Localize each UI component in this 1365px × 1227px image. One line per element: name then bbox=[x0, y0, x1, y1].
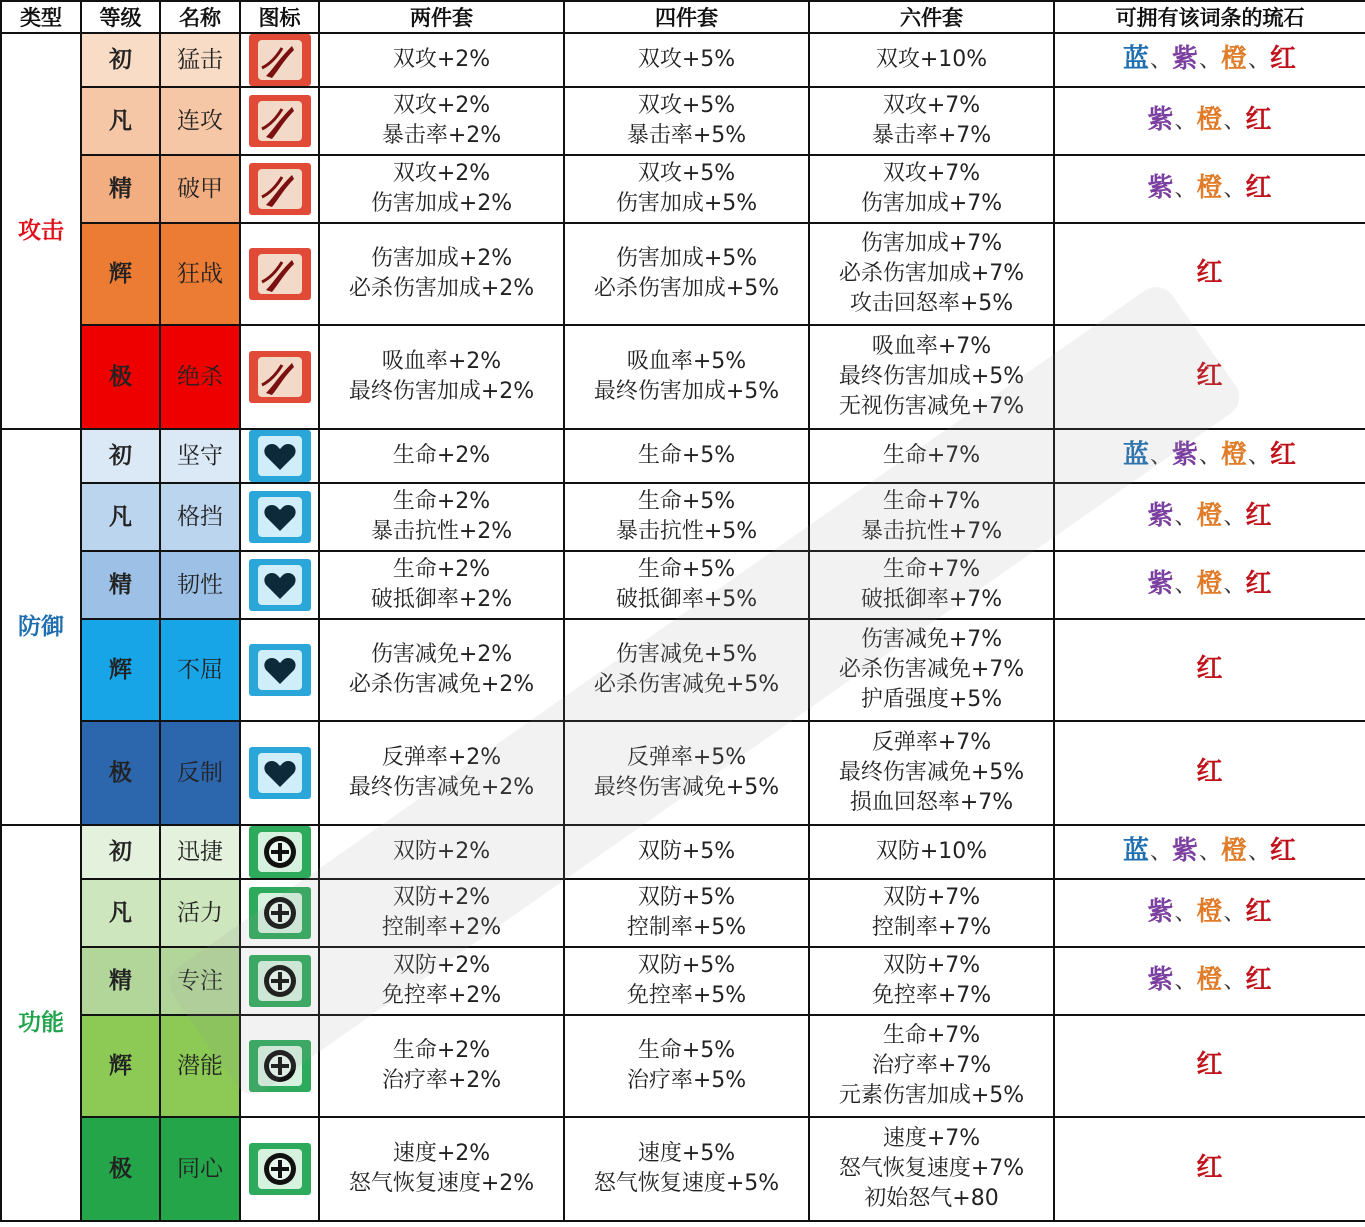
table-row bbox=[1, 33, 1365, 87]
bonus-line: 伤害加成+2% bbox=[370, 191, 513, 216]
bonus-line: 生命+7% bbox=[882, 557, 981, 582]
grade-cell: 辉 bbox=[81, 1015, 160, 1117]
grade-cell: 极 bbox=[81, 1117, 160, 1221]
stone-label: 橙 bbox=[1196, 501, 1224, 531]
two-piece-cell bbox=[319, 325, 564, 429]
bonus-line: 最终伤害减免+5% bbox=[838, 760, 1025, 785]
four-piece-cell bbox=[564, 33, 809, 87]
bonus-line: 免控率+7% bbox=[871, 983, 992, 1008]
bonus-line: 双攻+5% bbox=[637, 161, 736, 186]
bonus-line: 护盾强度+5% bbox=[860, 687, 1003, 712]
stone-separator: 、 bbox=[1223, 901, 1246, 926]
claw-slash-icon bbox=[249, 95, 311, 147]
bonus-line: 伤害加成+7% bbox=[860, 231, 1003, 256]
icon-cell bbox=[240, 879, 319, 947]
four-piece-cell bbox=[564, 879, 809, 947]
four-piece-cell bbox=[564, 1015, 809, 1117]
bonus-line: 伤害加成+7% bbox=[860, 191, 1003, 216]
four-piece-cell bbox=[564, 483, 809, 551]
bonus-line: 暴击抗性+2% bbox=[370, 519, 513, 544]
table-row bbox=[1, 155, 1365, 223]
stones-cell bbox=[1054, 825, 1365, 879]
bonus-line: 攻击回怒率+5% bbox=[849, 291, 1014, 316]
type-cell: 防御 bbox=[1, 429, 81, 825]
bonus-line: 初始怒气+80 bbox=[864, 1186, 999, 1211]
bonus-line: 破抵御率+2% bbox=[370, 587, 513, 612]
header-two-piece: 两件套 bbox=[319, 1, 564, 33]
four-piece-cell bbox=[564, 87, 809, 155]
bonus-line: 伤害加成+2% bbox=[370, 246, 513, 271]
stone-label: 紫 bbox=[1147, 569, 1175, 599]
bonus-line: 生命+2% bbox=[392, 557, 491, 582]
grade-cell: 极 bbox=[81, 325, 160, 429]
bonus-line: 必杀伤害加成+5% bbox=[593, 276, 780, 301]
stone-label: 紫 bbox=[1147, 897, 1175, 927]
stone-separator: 、 bbox=[1223, 573, 1246, 598]
stone-separator: 、 bbox=[1198, 444, 1221, 469]
bonus-line: 伤害减免+2% bbox=[370, 642, 513, 667]
two-piece-cell bbox=[319, 619, 564, 721]
round-emblem-icon bbox=[249, 955, 311, 1007]
stone-separator: 、 bbox=[1174, 505, 1197, 530]
table-row bbox=[1, 325, 1365, 429]
bonus-line: 治疗率+5% bbox=[626, 1068, 747, 1093]
stone-label: 橙 bbox=[1196, 569, 1224, 599]
bonus-line: 反弹率+7% bbox=[871, 730, 992, 755]
stone-label: 橙 bbox=[1196, 965, 1224, 995]
icon-cell bbox=[240, 551, 319, 619]
bonus-line: 治疗率+2% bbox=[381, 1068, 502, 1093]
name-cell: 绝杀 bbox=[160, 325, 240, 429]
claw-slash-icon bbox=[249, 34, 311, 86]
bonus-line: 伤害加成+5% bbox=[615, 246, 758, 271]
bonus-line: 最终伤害减免+5% bbox=[593, 775, 780, 800]
bonus-line: 吸血率+2% bbox=[381, 349, 502, 374]
stone-label: 橙 bbox=[1221, 440, 1249, 470]
bonus-line: 怒气恢复速度+5% bbox=[593, 1171, 780, 1196]
bonus-line: 吸血率+5% bbox=[626, 349, 747, 374]
grade-cell: 初 bbox=[81, 429, 160, 483]
header-row bbox=[1, 1, 1365, 33]
stones-cell bbox=[1054, 155, 1365, 223]
four-piece-cell bbox=[564, 155, 809, 223]
stones-cell bbox=[1054, 33, 1365, 87]
two-piece-cell bbox=[319, 87, 564, 155]
bonus-line: 伤害减免+7% bbox=[860, 627, 1003, 652]
bonus-line: 伤害加成+5% bbox=[615, 191, 758, 216]
six-piece-cell bbox=[809, 619, 1054, 721]
table-row bbox=[1, 1117, 1365, 1221]
stones-cell bbox=[1054, 223, 1365, 325]
icon-cell bbox=[240, 1117, 319, 1221]
stone-separator: 、 bbox=[1149, 48, 1172, 73]
stone-separator: 、 bbox=[1174, 109, 1197, 134]
bonus-line: 双防+2% bbox=[392, 953, 491, 978]
stone-separator: 、 bbox=[1174, 177, 1197, 202]
bonus-line: 怒气恢复速度+2% bbox=[348, 1171, 535, 1196]
bonus-line: 双防+5% bbox=[637, 953, 736, 978]
bonus-line: 无视伤害减免+7% bbox=[838, 394, 1025, 419]
header-name: 名称 bbox=[160, 1, 240, 33]
bonus-line: 生命+5% bbox=[637, 443, 736, 468]
bonus-line: 双攻+2% bbox=[392, 47, 491, 72]
stones-cell bbox=[1054, 947, 1365, 1015]
name-cell: 狂战 bbox=[160, 223, 240, 325]
heart-shield-icon bbox=[249, 559, 311, 611]
stone-label: 橙 bbox=[1196, 897, 1224, 927]
icon-cell bbox=[240, 429, 319, 483]
six-piece-cell bbox=[809, 825, 1054, 879]
stone-separator: 、 bbox=[1223, 177, 1246, 202]
bonus-line: 必杀伤害加成+2% bbox=[348, 276, 535, 301]
grade-cell: 极 bbox=[81, 721, 160, 825]
table-row bbox=[1, 223, 1365, 325]
bonus-line: 双防+2% bbox=[392, 839, 491, 864]
bonus-line: 双攻+5% bbox=[637, 93, 736, 118]
bonus-line: 双防+5% bbox=[637, 885, 736, 910]
bonus-line: 反弹率+2% bbox=[381, 745, 502, 770]
bonus-line: 暴击率+5% bbox=[626, 123, 747, 148]
four-piece-cell bbox=[564, 825, 809, 879]
heart-shield-icon bbox=[249, 430, 311, 482]
stone-label: 紫 bbox=[1147, 501, 1175, 531]
grade-cell: 凡 bbox=[81, 879, 160, 947]
stones-cell bbox=[1054, 87, 1365, 155]
bonus-line: 暴击率+7% bbox=[871, 123, 992, 148]
six-piece-cell bbox=[809, 223, 1054, 325]
stone-label: 红 bbox=[1270, 440, 1298, 470]
table-row bbox=[1, 483, 1365, 551]
grade-cell: 辉 bbox=[81, 619, 160, 721]
name-cell: 不屈 bbox=[160, 619, 240, 721]
icon-cell bbox=[240, 325, 319, 429]
bonus-line: 速度+5% bbox=[637, 1141, 736, 1166]
two-piece-cell bbox=[319, 223, 564, 325]
stones-cell bbox=[1054, 325, 1365, 429]
bonus-line: 生命+2% bbox=[392, 443, 491, 468]
grade-cell: 辉 bbox=[81, 223, 160, 325]
four-piece-cell bbox=[564, 551, 809, 619]
six-piece-cell bbox=[809, 429, 1054, 483]
grade-cell: 精 bbox=[81, 551, 160, 619]
stone-separator: 、 bbox=[1198, 48, 1221, 73]
two-piece-cell bbox=[319, 947, 564, 1015]
header-four-piece: 四件套 bbox=[564, 1, 809, 33]
bonus-line: 生命+2% bbox=[392, 489, 491, 514]
bonus-line: 免控率+2% bbox=[381, 983, 502, 1008]
bonus-line: 生命+7% bbox=[882, 443, 981, 468]
header-six-piece: 六件套 bbox=[809, 1, 1054, 33]
two-piece-cell bbox=[319, 879, 564, 947]
table-row bbox=[1, 947, 1365, 1015]
stone-label: 紫 bbox=[1147, 965, 1175, 995]
header-grade: 等级 bbox=[81, 1, 160, 33]
bonus-line: 双防+10% bbox=[875, 839, 988, 864]
round-emblem-icon bbox=[249, 826, 311, 878]
six-piece-cell bbox=[809, 721, 1054, 825]
six-piece-cell bbox=[809, 33, 1054, 87]
bonus-line: 速度+7% bbox=[882, 1126, 981, 1151]
table-row bbox=[1, 619, 1365, 721]
stone-label: 紫 bbox=[1171, 44, 1199, 74]
heart-shield-icon bbox=[249, 644, 311, 696]
four-piece-cell bbox=[564, 947, 809, 1015]
stone-separator: 、 bbox=[1223, 109, 1246, 134]
table-row bbox=[1, 879, 1365, 947]
bonus-line: 双防+7% bbox=[882, 885, 981, 910]
stone-label: 红 bbox=[1270, 836, 1298, 866]
bonus-line: 最终伤害加成+5% bbox=[838, 364, 1025, 389]
stone-label: 紫 bbox=[1171, 440, 1199, 470]
table-row bbox=[1, 825, 1365, 879]
icon-cell bbox=[240, 1015, 319, 1117]
icon-cell bbox=[240, 483, 319, 551]
stone-label: 蓝 bbox=[1122, 836, 1150, 866]
stone-label: 红 bbox=[1196, 654, 1224, 684]
stones-cell bbox=[1054, 1015, 1365, 1117]
stone-label: 红 bbox=[1245, 501, 1273, 531]
stones-cell bbox=[1054, 1117, 1365, 1221]
claw-slash-icon bbox=[249, 248, 311, 300]
bonus-line: 暴击率+2% bbox=[381, 123, 502, 148]
stone-separator: 、 bbox=[1174, 969, 1197, 994]
icon-cell bbox=[240, 947, 319, 1015]
six-piece-cell bbox=[809, 325, 1054, 429]
heart-shield-icon bbox=[249, 491, 311, 543]
bonus-line: 损血回怒率+7% bbox=[849, 790, 1014, 815]
bonus-line: 必杀伤害减免+7% bbox=[838, 657, 1025, 682]
bonus-line: 必杀伤害加成+7% bbox=[838, 261, 1025, 286]
six-piece-cell bbox=[809, 879, 1054, 947]
bonus-line: 生命+7% bbox=[882, 1023, 981, 1048]
two-piece-cell bbox=[319, 429, 564, 483]
two-piece-cell bbox=[319, 825, 564, 879]
stone-label: 红 bbox=[1196, 1050, 1224, 1080]
grade-cell: 初 bbox=[81, 33, 160, 87]
grade-cell: 凡 bbox=[81, 483, 160, 551]
four-piece-cell bbox=[564, 429, 809, 483]
bonus-line: 双攻+2% bbox=[392, 161, 491, 186]
bonus-line: 控制率+5% bbox=[626, 915, 747, 940]
stone-separator: 、 bbox=[1198, 840, 1221, 865]
four-piece-cell bbox=[564, 721, 809, 825]
stone-label: 紫 bbox=[1171, 836, 1199, 866]
table-row bbox=[1, 551, 1365, 619]
type-cell: 攻击 bbox=[1, 33, 81, 429]
bonus-line: 双防+5% bbox=[637, 839, 736, 864]
bonus-line: 必杀伤害减免+2% bbox=[348, 672, 535, 697]
name-cell: 潜能 bbox=[160, 1015, 240, 1117]
name-cell: 韧性 bbox=[160, 551, 240, 619]
round-emblem-icon bbox=[249, 887, 311, 939]
icon-cell bbox=[240, 87, 319, 155]
stone-label: 紫 bbox=[1147, 105, 1175, 135]
two-piece-cell bbox=[319, 721, 564, 825]
bonus-line: 伤害减免+5% bbox=[615, 642, 758, 667]
stone-label: 红 bbox=[1270, 44, 1298, 74]
table-row bbox=[1, 721, 1365, 825]
stones-cell bbox=[1054, 721, 1365, 825]
claw-slash-icon bbox=[249, 163, 311, 215]
icon-cell bbox=[240, 619, 319, 721]
stone-label: 橙 bbox=[1196, 105, 1224, 135]
type-cell: 功能 bbox=[1, 825, 81, 1221]
name-cell: 专注 bbox=[160, 947, 240, 1015]
bonus-line: 怒气恢复速度+7% bbox=[838, 1156, 1025, 1181]
bonus-line: 生命+5% bbox=[637, 557, 736, 582]
stone-label: 红 bbox=[1245, 569, 1273, 599]
stone-label: 红 bbox=[1196, 1153, 1224, 1183]
bonus-line: 双攻+10% bbox=[875, 47, 988, 72]
four-piece-cell bbox=[564, 619, 809, 721]
grade-cell: 精 bbox=[81, 947, 160, 1015]
bonus-line: 双防+7% bbox=[882, 953, 981, 978]
six-piece-cell bbox=[809, 1015, 1054, 1117]
bonus-line: 免控率+5% bbox=[626, 983, 747, 1008]
bonus-line: 最终伤害加成+2% bbox=[348, 379, 535, 404]
bonus-line: 暴击抗性+5% bbox=[615, 519, 758, 544]
name-cell: 同心 bbox=[160, 1117, 240, 1221]
bonus-line: 破抵御率+5% bbox=[615, 587, 758, 612]
name-cell: 猛击 bbox=[160, 33, 240, 87]
stone-separator: 、 bbox=[1149, 444, 1172, 469]
six-piece-cell bbox=[809, 551, 1054, 619]
bonus-line: 双攻+7% bbox=[882, 93, 981, 118]
name-cell: 反制 bbox=[160, 721, 240, 825]
stone-label: 红 bbox=[1196, 757, 1224, 787]
stone-label: 蓝 bbox=[1122, 44, 1150, 74]
round-emblem-icon bbox=[249, 1143, 311, 1195]
six-piece-cell bbox=[809, 947, 1054, 1015]
bonus-line: 最终伤害加成+5% bbox=[593, 379, 780, 404]
stone-separator: 、 bbox=[1174, 573, 1197, 598]
stone-separator: 、 bbox=[1248, 48, 1271, 73]
bonus-line: 双防+2% bbox=[392, 885, 491, 910]
icon-cell bbox=[240, 33, 319, 87]
two-piece-cell bbox=[319, 33, 564, 87]
icon-cell bbox=[240, 223, 319, 325]
stones-cell bbox=[1054, 429, 1365, 483]
stone-separator: 、 bbox=[1174, 901, 1197, 926]
icon-cell bbox=[240, 155, 319, 223]
stones-cell bbox=[1054, 879, 1365, 947]
bonus-line: 双攻+7% bbox=[882, 161, 981, 186]
stone-label: 红 bbox=[1245, 897, 1273, 927]
name-cell: 破甲 bbox=[160, 155, 240, 223]
bonus-line: 生命+2% bbox=[392, 1038, 491, 1063]
stone-separator: 、 bbox=[1248, 840, 1271, 865]
bonus-line: 治疗率+7% bbox=[871, 1053, 992, 1078]
bonus-line: 速度+2% bbox=[392, 1141, 491, 1166]
six-piece-cell bbox=[809, 87, 1054, 155]
bonus-line: 暴击抗性+7% bbox=[860, 519, 1003, 544]
stone-separator: 、 bbox=[1149, 840, 1172, 865]
stone-label: 红 bbox=[1245, 173, 1273, 203]
stone-label: 紫 bbox=[1147, 173, 1175, 203]
stone-label: 橙 bbox=[1221, 44, 1249, 74]
bonus-line: 元素伤害加成+5% bbox=[838, 1083, 1025, 1108]
bonus-line: 最终伤害减免+2% bbox=[348, 775, 535, 800]
two-piece-cell bbox=[319, 155, 564, 223]
two-piece-cell bbox=[319, 483, 564, 551]
bonus-line: 双攻+2% bbox=[392, 93, 491, 118]
stone-label: 红 bbox=[1196, 361, 1224, 391]
name-cell: 坚守 bbox=[160, 429, 240, 483]
header-stones: 可拥有该词条的琉石 bbox=[1054, 1, 1365, 33]
four-piece-cell bbox=[564, 223, 809, 325]
stone-label: 红 bbox=[1245, 965, 1273, 995]
stones-cell bbox=[1054, 551, 1365, 619]
table-body bbox=[1, 33, 1365, 1221]
header-icon: 图标 bbox=[240, 1, 319, 33]
four-piece-cell bbox=[564, 325, 809, 429]
bonus-line: 破抵御率+7% bbox=[860, 587, 1003, 612]
bonus-line: 必杀伤害减免+5% bbox=[593, 672, 780, 697]
six-piece-cell bbox=[809, 155, 1054, 223]
bonus-line: 生命+7% bbox=[882, 489, 981, 514]
heart-shield-icon bbox=[249, 747, 311, 799]
round-emblem-icon bbox=[249, 1040, 311, 1092]
bonus-line: 控制率+2% bbox=[381, 915, 502, 940]
table-row bbox=[1, 1015, 1365, 1117]
name-cell: 连攻 bbox=[160, 87, 240, 155]
stone-label: 蓝 bbox=[1122, 440, 1150, 470]
bonus-line: 控制率+7% bbox=[871, 915, 992, 940]
name-cell: 格挡 bbox=[160, 483, 240, 551]
stones-cell bbox=[1054, 483, 1365, 551]
stone-separator: 、 bbox=[1223, 505, 1246, 530]
bonus-line: 生命+5% bbox=[637, 489, 736, 514]
two-piece-cell bbox=[319, 1117, 564, 1221]
two-piece-cell bbox=[319, 551, 564, 619]
bonus-line: 反弹率+5% bbox=[626, 745, 747, 770]
stones-cell bbox=[1054, 619, 1365, 721]
grade-cell: 凡 bbox=[81, 87, 160, 155]
bonus-line: 生命+5% bbox=[637, 1038, 736, 1063]
stone-label: 红 bbox=[1196, 258, 1224, 288]
icon-cell bbox=[240, 721, 319, 825]
icon-cell bbox=[240, 825, 319, 879]
table-row bbox=[1, 429, 1365, 483]
stone-label: 橙 bbox=[1221, 836, 1249, 866]
bonus-line: 双攻+5% bbox=[637, 47, 736, 72]
header-type: 类型 bbox=[1, 1, 81, 33]
six-piece-cell bbox=[809, 483, 1054, 551]
table-row bbox=[1, 87, 1365, 155]
two-piece-cell bbox=[319, 1015, 564, 1117]
stone-separator: 、 bbox=[1248, 444, 1271, 469]
claw-slash-icon bbox=[249, 351, 311, 403]
name-cell: 活力 bbox=[160, 879, 240, 947]
stone-label: 橙 bbox=[1196, 173, 1224, 203]
name-cell: 迅捷 bbox=[160, 825, 240, 879]
four-piece-cell bbox=[564, 1117, 809, 1221]
stone-separator: 、 bbox=[1223, 969, 1246, 994]
grade-cell: 初 bbox=[81, 825, 160, 879]
bonus-line: 吸血率+7% bbox=[871, 334, 992, 359]
six-piece-cell bbox=[809, 1117, 1054, 1221]
grade-cell: 精 bbox=[81, 155, 160, 223]
stone-label: 红 bbox=[1245, 105, 1273, 135]
